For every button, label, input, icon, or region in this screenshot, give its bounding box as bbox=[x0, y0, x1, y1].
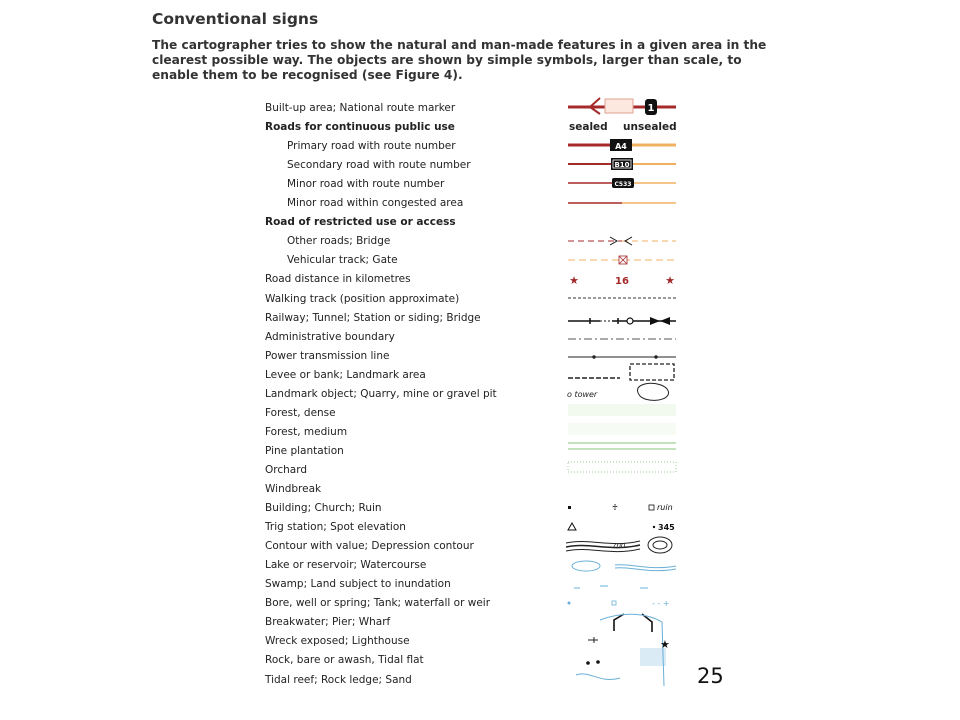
legend-label: Minor road within congested area bbox=[287, 197, 464, 210]
legend-label: Walking track (position approximate) bbox=[265, 292, 460, 305]
legend-label: Built-up area; National route marker bbox=[265, 102, 456, 114]
legend-label: Primary road with route number bbox=[287, 140, 456, 153]
legend-label: Power transmission line bbox=[265, 349, 390, 362]
legend-label: Levee or bank; Landmark area bbox=[265, 368, 426, 381]
legend-label: Orchard bbox=[265, 463, 308, 476]
svg-text:★: ★ bbox=[569, 274, 579, 287]
svg-text:★: ★ bbox=[665, 274, 675, 287]
landmark-object-label: o tower bbox=[567, 390, 598, 399]
unsealed-column-header: unsealed bbox=[623, 121, 677, 133]
page-title: Conventional signs bbox=[152, 10, 319, 28]
contour-value: 700 bbox=[612, 542, 626, 550]
secondary-route-label: B10 bbox=[614, 161, 630, 169]
legend-label: Lake or reservoir; Watercourse bbox=[265, 559, 427, 572]
legend-label: Other roads; Bridge bbox=[287, 235, 391, 248]
svg-text:- - +: - - + bbox=[652, 599, 670, 608]
legend-label: Breakwater; Pier; Wharf bbox=[265, 616, 391, 629]
legend-label: Contour with value; Depression contour bbox=[265, 540, 474, 553]
legend-label: Landmark object; Quarry, mine or gravel pit bbox=[265, 387, 497, 400]
legend-label: Road of restricted use or access bbox=[265, 216, 456, 229]
page-number: 25 bbox=[697, 664, 724, 688]
primary-route-label: A4 bbox=[615, 142, 627, 151]
legend-label: Secondary road with route number bbox=[287, 159, 471, 172]
legend-label: Tidal reef; Rock ledge; Sand bbox=[265, 673, 412, 686]
legend-label: Administrative boundary bbox=[265, 330, 395, 343]
legend-label: Railway; Tunnel; Station or siding; Bridge bbox=[265, 311, 481, 324]
svg-text:★: ★ bbox=[660, 638, 670, 651]
legend-label: Wreck exposed; Lighthouse bbox=[265, 635, 410, 648]
legend-label: Forest, medium bbox=[265, 425, 348, 438]
intro-paragraph: The cartographer tries to show the natural and man-made features in a given area in the clearest possible way. The objects are shown by simple symbols, larger than scale, to enable them to be recognised (see Figure 4). bbox=[152, 38, 767, 82]
spot-elevation-value: 345 bbox=[658, 523, 675, 532]
legend-label: Building; Church; Ruin bbox=[265, 502, 382, 515]
legend-label: Road distance in kilometres bbox=[265, 273, 411, 286]
legend-label: Bore, well or spring; Tank; waterfall or weir bbox=[265, 597, 491, 610]
legend-label: Vehicular track; Gate bbox=[287, 254, 398, 267]
ruin-label: ruin bbox=[657, 503, 673, 512]
legend-label: Rock, bare or awash, Tidal flat bbox=[265, 654, 424, 667]
built-up-area-symbol bbox=[568, 98, 676, 115]
legend-label: Swamp; Land subject to inundation bbox=[265, 578, 451, 591]
road-distance-value: 16 bbox=[615, 276, 629, 287]
legend-label: Minor road with route number bbox=[287, 178, 445, 191]
legend-label: Roads for continuous public use bbox=[265, 121, 455, 134]
national-route-marker-label: 1 bbox=[647, 103, 655, 114]
legend-label: Forest, dense bbox=[265, 406, 336, 419]
sealed-column-header: sealed bbox=[569, 121, 608, 133]
legend-label: Pine plantation bbox=[265, 444, 344, 457]
legend-label: Windbreak bbox=[265, 483, 322, 495]
svg-text:♰: ♰ bbox=[612, 503, 618, 512]
legend-label: Trig station; Spot elevation bbox=[265, 521, 406, 534]
minor-route-label: C533 bbox=[614, 181, 632, 188]
